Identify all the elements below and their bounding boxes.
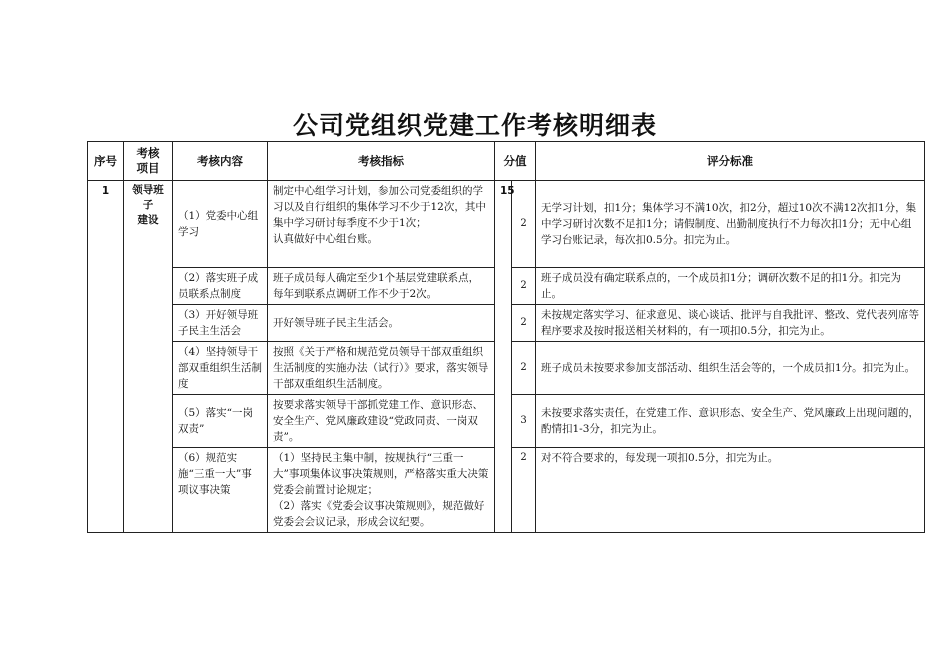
row-indicator: 按照《关于严格和规范党员领导干部双重组织生活制度的实施办法（试行）》要求，落实领导干部双重组织生活制度。 [268,342,495,395]
row-content: （4）坚持领导干部双重组织生活制度 [173,342,268,395]
row-indicator: （1）坚持民主集中制，按规执行“三重一大”事项集体议事决策规则，严格落实重大决策党委会前置讨论规定； （2）落实《党委会议事决策规则》，规范做好党委会会议记录，形成会议纪要。 [268,448,495,533]
row-standard: 班子成员没有确定联系点的，一个成员扣1分；调研次数不足的扣1分。扣完为止。 [536,268,925,305]
header-standard: 评分标准 [536,142,925,181]
row-score: 2 [512,181,536,268]
header-item: 考核 项目 [124,142,173,181]
row-score: 2 [512,448,536,533]
header-content: 考核内容 [173,142,268,181]
page-title: 公司党组织党建工作考核明细表 [292,111,657,140]
row-content: （2）落实班子成员联系点制度 [173,268,268,305]
row-standard: 无学习计划，扣1分；集体学习不满10次，扣2分，超过10次不满12次扣1分，集中学习研讨次数不足扣1分；请假制度、出勤制度执行不力每次扣1分；无中心组学习台账记录，每次扣0.5分。扣完为止。 [536,181,925,268]
row-indicator: 按要求落实领导干部抓党建工作、意识形态、安全生产、党风廉政建设“党政同责、一岗双责”。 [268,395,495,448]
row-content: （3）开好领导班子民主生活会 [173,305,268,342]
row-score: 2 [512,305,536,342]
row-item: 领导班 子 建设 [124,181,173,533]
row-standard: 未按规定落实学习、征求意见、谈心谈话、批评与自我批评、整改、党代表列席等程序要求及按时报送相关材料的，有一项扣0.5分，扣完为止。 [536,305,925,342]
row-score: 2 [512,342,536,395]
row-content: （5）落实“一岗双责” [173,395,268,448]
row-standard: 对不符合要求的，每发现一项扣0.5分，扣完为止。 [536,448,925,533]
assessment-table [87,141,925,533]
row-standard: 未按要求落实责任，在党建工作、意识形态、安全生产、党风廉政上出现问题的，酌情扣1-3分，扣完为止。 [536,395,925,448]
row-score: 2 [512,268,536,305]
header-row [88,142,925,181]
row-indicator: 班子成员每人确定至少1个基层党建联系点，每年到联系点调研工作不少于2次。 [268,268,495,305]
row-standard: 班子成员未按要求参加支部活动、组织生活会等的，一个成员扣1分。扣完为止。 [536,342,925,395]
row-content: （1）党委中心组学习 [173,181,268,268]
table-row [88,181,925,268]
total-score: 15 [495,181,512,533]
row-index: 1 [88,181,124,533]
row-indicator: 制定中心组学习计划，参加公司党委组织的学习以及自行组织的集体学习不少于12次，其中集中学习研讨每季度不少于1次； 认真做好中心组台账。 [268,181,495,268]
row-score: 3 [512,395,536,448]
header-indicator: 考核指标 [268,142,495,181]
header-score: 分值 [495,142,536,181]
row-indicator: 开好领导班子民主生活会。 [268,305,495,342]
header-index: 序号 [88,142,124,181]
row-content: （6）规范实施“三重一大”事项议事决策 [173,448,268,533]
